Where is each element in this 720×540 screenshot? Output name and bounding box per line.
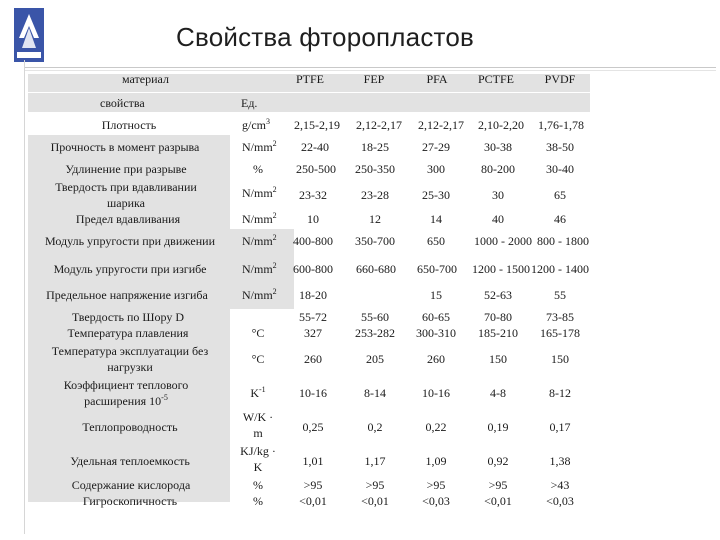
table-cell: 0,2 [367,420,383,434]
table-cell: 52-63 [484,288,512,302]
table-cell: 1,09 [425,454,447,468]
table-cell: 23-32 [299,188,327,202]
table-cell: 30 [492,188,504,202]
table-cell: 327 [304,326,322,340]
table-cell: 260 [304,352,322,366]
table-cell: 14 [430,212,442,226]
header-rule-thin [24,70,716,71]
table-cell: 30-40 [546,162,574,176]
row-unit: °C [251,352,265,366]
table-cell: <0,03 [546,494,574,508]
table-cell: 205 [366,352,384,366]
table-cell: 350-700 [355,234,395,248]
header-property: свойства [100,96,145,110]
table-cell: 650 [427,234,445,248]
table-cell: <0,01 [299,494,327,508]
table-cell: 12 [369,212,381,226]
row-label: Модуль упругости при движении [44,234,216,248]
table-cell: 8-12 [549,386,571,400]
table-cell: 0,22 [425,420,447,434]
table-cell: >95 [303,478,323,492]
row-label: шарика [107,196,145,210]
table-cell: 70-80 [484,310,512,324]
row-unit: KJ/kg · [240,444,276,458]
row-unit: °C [251,326,265,340]
table-cell: 600-800 [293,262,333,276]
table-cell: <0,01 [484,494,512,508]
table-cell: 40 [492,212,504,226]
table-cell: 2,12-2,17 [356,118,402,132]
table-cell: 165-178 [540,326,580,340]
header-unit: Ед. [241,96,258,110]
row-unit: $N/mm^2$ [242,233,277,248]
table-cell: 10-16 [422,386,450,400]
table-cell: 2,10-2,20 [478,118,524,132]
table-cell: 60-65 [422,310,450,324]
row-label: Теплопроводность [82,420,178,434]
table-cell: 300-310 [416,326,456,340]
row-unit: W/K · [242,410,274,424]
table-cell: 1,01 [302,454,324,468]
table-cell: 185-210 [478,326,518,340]
row-label: Модуль упругости при изгибе [53,262,207,276]
table-cell: 80-200 [481,162,515,176]
table-cell: 0,19 [487,420,509,434]
table-cell: 150 [489,352,507,366]
row-label: Прочность в момент разрыва [50,140,200,154]
header-material: материал [122,72,169,86]
table-cell: 1200 - 1500 [472,262,530,276]
header-rule [24,67,716,68]
row-unit: % [253,478,263,492]
row-unit: % [253,162,263,176]
table-cell: 23-28 [361,188,389,202]
table-cell: 55 [554,288,566,302]
table-cell: <0,01 [361,494,389,508]
table-cell: 253-282 [355,326,395,340]
table-cell: >43 [550,478,570,492]
row-label: Предельное напряжение изгиба [46,288,208,302]
row-label: Гигроскопичность [82,494,178,508]
table-cell: 1,38 [549,454,571,468]
table-cell: 0,92 [487,454,509,468]
row-label: Температура эксплуатации без [51,344,209,358]
table-cell: 4-8 [490,386,506,400]
table-cell: 25-30 [422,188,450,202]
table-cell: 650-700 [417,262,457,276]
row-label: Удельная теплоемкость [70,454,190,468]
table-cell: 150 [551,352,569,366]
table-cell: 0,17 [549,420,571,434]
table-cell: 800 - 1800 [537,234,589,248]
column-header: PFA [426,72,448,86]
row-unit: m [253,426,263,440]
row-unit: $N/mm^2$ [242,287,277,302]
table-cell: 1,17 [364,454,386,468]
row-unit: $g/cm^3$ [242,117,270,132]
column-header: FEP [363,72,385,86]
table-cell: 55-60 [361,310,389,324]
row-label: Удлинение при разрыве [65,162,187,176]
row-unit: $K^{-1}$ [250,385,266,400]
table-cell: 22-40 [301,140,329,154]
column-header: PTFE [295,72,325,86]
row-label: Плотность [101,118,157,132]
table-cell: 8-14 [364,386,386,400]
table-cell: 30-38 [484,140,512,154]
table-cell: >95 [488,478,508,492]
row-label: Твердость при вдавливании [55,180,197,194]
table-cell: 73-85 [546,310,574,324]
table-cell: 18-25 [361,140,389,154]
company-logo [14,8,44,62]
table-cell: 10 [307,212,319,226]
row-label: Коэффициент теплового [63,378,189,392]
row-unit: $N/mm^2$ [242,185,277,200]
row-unit: $N/mm^2$ [242,261,277,276]
table-cell: 2,15-2,19 [294,118,340,132]
table-cell: 660-680 [356,262,396,276]
column-header: PVDF [544,72,576,86]
table-cell: 2,12-2,17 [418,118,464,132]
table-cell: >95 [426,478,446,492]
table-cell: 400-800 [293,234,333,248]
row-unit: % [253,494,263,508]
row-unit: $N/mm^2$ [242,211,277,226]
row-label: Температура плавления [67,326,189,340]
table-cell: 1,76-1,78 [538,118,584,132]
table-cell: 65 [554,188,566,202]
row-label: расширения $10^{-5}$ [84,393,168,408]
table-cell: 55-72 [299,310,327,324]
table-cell: <0,03 [422,494,450,508]
row-label: Содержание кислорода [71,478,191,492]
table-cell: 1000 - 2000 [474,234,532,248]
row-unit: $N/mm^2$ [242,139,277,154]
table-cell: 10-16 [299,386,327,400]
table-cell: 27-29 [422,140,450,154]
row-label: Твердость по Шору D [72,310,184,324]
table-cell: 1200 - 1400 [531,262,589,276]
table-cell: 0,25 [302,420,324,434]
column-header: PCTFE [477,72,515,86]
table-cell: >95 [365,478,385,492]
table-cell: 260 [427,352,445,366]
table-cell: 300 [427,162,445,176]
page-title: Свойства фторопластов [176,22,475,52]
table-cell: 18-20 [299,288,327,302]
table-cell: 38-50 [546,140,574,154]
table-cell: 250-350 [355,162,395,176]
left-rule [24,60,25,534]
row-label: нагрузки [107,360,153,374]
table-cell: 15 [430,288,442,302]
header-divider [28,92,590,93]
table-cell: 250-500 [296,162,336,176]
table-cell: 46 [554,212,566,226]
row-unit: K [253,460,263,474]
row-label: Предел вдавливания [75,212,181,226]
